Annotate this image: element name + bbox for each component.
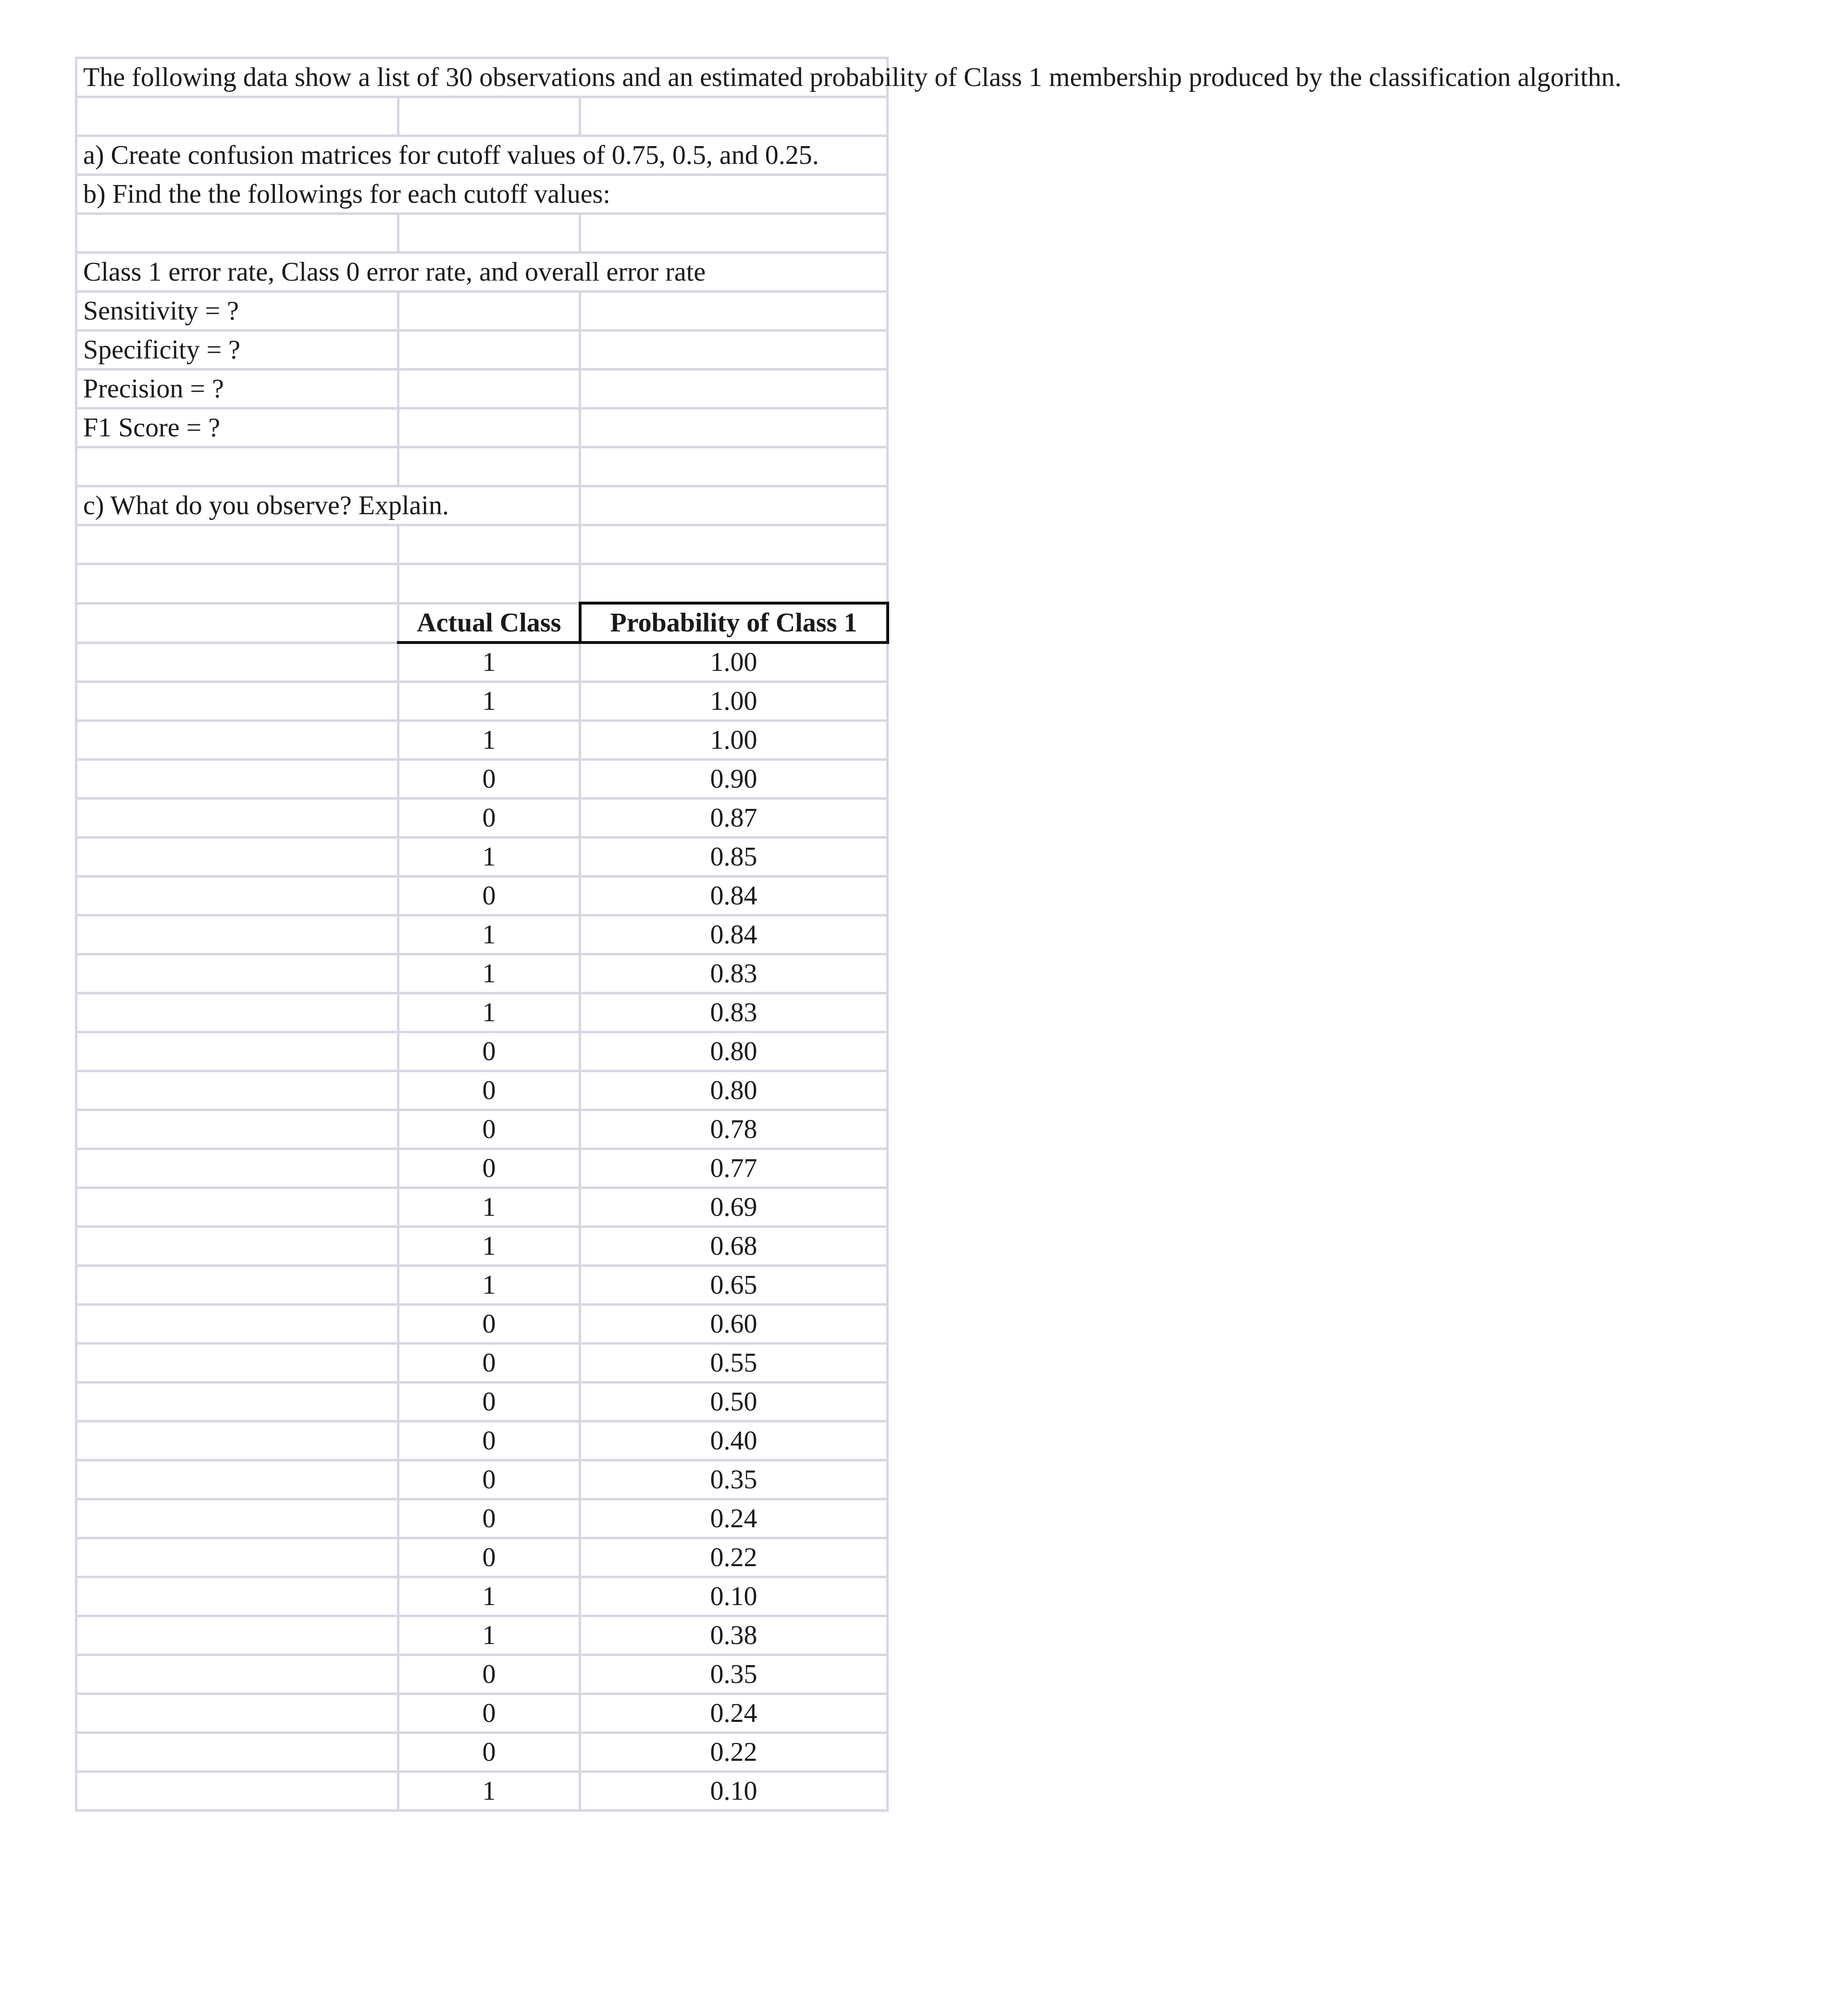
blank-cell[interactable] <box>398 97 580 136</box>
blank-cell[interactable] <box>76 1266 398 1305</box>
actual-class-cell[interactable]: 0 <box>398 1694 580 1733</box>
blank-cell[interactable] <box>76 1227 398 1266</box>
table-row <box>76 1772 888 1811</box>
probability-cell[interactable]: 0.40 <box>580 1422 888 1460</box>
part-a-cell[interactable]: a) Create confusion matrices for cutoff values of 0.75, 0.5, and 0.25. <box>76 136 888 175</box>
probability-cell[interactable]: 0.68 <box>580 1227 888 1266</box>
blank-cell[interactable] <box>76 993 398 1032</box>
actual-class-cell[interactable]: 1 <box>398 1577 580 1616</box>
blank-cell[interactable] <box>76 1694 398 1733</box>
probability-cell[interactable]: 0.80 <box>580 1071 888 1110</box>
probability-cell[interactable]: 0.85 <box>580 838 888 877</box>
actual-class-cell[interactable]: 0 <box>398 1305 580 1344</box>
blank-cell[interactable] <box>76 799 398 838</box>
blank-cell[interactable] <box>76 915 398 954</box>
blank-cell[interactable] <box>76 564 398 604</box>
probability-cell[interactable]: 0.10 <box>580 1772 888 1811</box>
sensitivity-cell[interactable]: Sensitivity = ? <box>76 292 398 331</box>
table-row <box>76 954 888 993</box>
blank-cell[interactable] <box>580 370 888 408</box>
probability-cell[interactable]: 0.60 <box>580 1305 888 1344</box>
actual-class-cell[interactable]: 0 <box>398 1110 580 1149</box>
blank-cell[interactable] <box>76 643 398 682</box>
table-row <box>76 1344 888 1383</box>
probability-cell[interactable]: 0.80 <box>580 1032 888 1071</box>
probability-cell[interactable]: 0.77 <box>580 1149 888 1188</box>
probability-cell[interactable]: 1.00 <box>580 682 888 721</box>
blank-cell[interactable] <box>76 721 398 760</box>
actual-class-cell[interactable]: 0 <box>398 1499 580 1538</box>
table-row <box>76 1149 888 1188</box>
blank-cell[interactable] <box>580 447 888 486</box>
specificity-cell[interactable]: Specificity = ? <box>76 331 398 370</box>
blank-cell[interactable] <box>76 1344 398 1383</box>
blank-cell[interactable] <box>76 1305 398 1344</box>
actual-class-cell[interactable]: 0 <box>398 1383 580 1422</box>
table-row <box>76 915 888 954</box>
table-row <box>76 1266 888 1305</box>
blank-cell[interactable] <box>398 370 580 408</box>
blank-cell[interactable] <box>76 1383 398 1422</box>
blank-cell[interactable] <box>76 1149 398 1188</box>
actual-class-cell[interactable]: 1 <box>398 915 580 954</box>
table-row <box>76 877 888 915</box>
intro-text: The following data show a list of 30 observations and an estimated probability of Class 1 membership produced by the classification algorithn. <box>83 62 1622 92</box>
blank-cell[interactable] <box>76 97 398 136</box>
probability-cell[interactable]: 0.35 <box>580 1460 888 1499</box>
blank-cell[interactable] <box>76 1655 398 1694</box>
probability-cell[interactable]: 0.65 <box>580 1266 888 1305</box>
blank-cell[interactable] <box>398 564 580 604</box>
blank-cell[interactable] <box>398 292 580 331</box>
precision-cell[interactable]: Precision = ? <box>76 370 398 408</box>
actual-class-cell[interactable]: 0 <box>398 760 580 799</box>
actual-class-cell[interactable]: 0 <box>398 1460 580 1499</box>
blank-cell[interactable] <box>76 1499 398 1538</box>
probability-cell[interactable]: 0.87 <box>580 799 888 838</box>
actual-class-cell[interactable]: 0 <box>398 1149 580 1188</box>
blank-cell[interactable] <box>580 214 888 253</box>
table-row <box>76 1110 888 1149</box>
blank-cell[interactable] <box>76 838 398 877</box>
blank-cell[interactable] <box>580 486 888 525</box>
actual-class-cell[interactable]: 1 <box>398 643 580 682</box>
intro-cell[interactable] <box>76 58 1622 97</box>
table-row <box>76 838 888 877</box>
table-row <box>76 1460 888 1499</box>
probability-cell[interactable]: 0.24 <box>580 1694 888 1733</box>
actual-class-cell[interactable]: 1 <box>398 954 580 993</box>
actual-class-cell[interactable]: 1 <box>398 1616 580 1655</box>
blank-cell[interactable] <box>580 292 888 331</box>
probability-cell[interactable]: 1.00 <box>580 721 888 760</box>
blank-cell[interactable] <box>76 525 398 564</box>
actual-class-cell[interactable]: 0 <box>398 1344 580 1383</box>
blank-cell[interactable] <box>76 214 398 253</box>
table-row <box>76 682 888 721</box>
blank-cell[interactable] <box>398 408 580 447</box>
table-row <box>76 1499 888 1538</box>
table-row <box>76 1188 888 1227</box>
blank-cell[interactable] <box>76 1733 398 1772</box>
blank-cell[interactable] <box>398 331 580 370</box>
actual-class-cell[interactable]: 0 <box>398 877 580 915</box>
blank-cell[interactable] <box>76 1616 398 1655</box>
blank-cell[interactable] <box>76 1460 398 1499</box>
actual-class-cell[interactable]: 1 <box>398 1266 580 1305</box>
blank-cell[interactable] <box>76 1110 398 1149</box>
blank-cell[interactable] <box>76 1422 398 1460</box>
blank-cell[interactable] <box>76 1032 398 1071</box>
part-b-cell[interactable]: b) Find the the followings for each cutoff values: <box>76 175 888 214</box>
probability-cell[interactable]: 0.84 <box>580 877 888 915</box>
blank-cell[interactable] <box>76 877 398 915</box>
blank-cell[interactable] <box>76 760 398 799</box>
actual-class-cell[interactable]: 0 <box>398 1071 580 1110</box>
probability-cell[interactable]: 0.83 <box>580 954 888 993</box>
table-row <box>76 760 888 799</box>
blank-cell[interactable] <box>76 1772 398 1811</box>
actual-class-cell[interactable]: 1 <box>398 1227 580 1266</box>
probability-cell[interactable]: 0.38 <box>580 1616 888 1655</box>
actual-class-cell[interactable]: 0 <box>398 1538 580 1577</box>
table-row <box>76 993 888 1032</box>
error-rates-cell[interactable]: Class 1 error rate, Class 0 error rate, and overall error rate <box>76 253 888 292</box>
table-row <box>76 1032 888 1071</box>
table-row <box>76 643 888 682</box>
table-row <box>76 1538 888 1577</box>
blank-cell[interactable] <box>398 525 580 564</box>
table-row <box>76 799 888 838</box>
blank-cell[interactable] <box>398 214 580 253</box>
blank-cell[interactable] <box>76 954 398 993</box>
probability-cell[interactable]: 0.84 <box>580 915 888 954</box>
probability-cell[interactable]: 0.50 <box>580 1383 888 1422</box>
table-row <box>76 1227 888 1266</box>
blank-cell[interactable] <box>76 603 398 643</box>
actual-class-cell[interactable]: 1 <box>398 838 580 877</box>
table-row <box>76 1305 888 1344</box>
actual-class-cell[interactable]: 0 <box>398 1733 580 1772</box>
probability-cell[interactable]: 0.78 <box>580 1110 888 1149</box>
probability-cell[interactable]: 0.83 <box>580 993 888 1032</box>
blank-cell[interactable] <box>76 1188 398 1227</box>
blank-cell[interactable] <box>76 1577 398 1616</box>
actual-class-cell[interactable]: 1 <box>398 721 580 760</box>
blank-cell[interactable] <box>76 1071 398 1110</box>
actual-class-cell[interactable]: 0 <box>398 799 580 838</box>
blank-cell[interactable] <box>580 408 888 447</box>
spreadsheet-grid <box>75 57 1622 1812</box>
header-actual-class[interactable]: Actual Class <box>398 603 580 643</box>
actual-class-cell[interactable]: 1 <box>398 682 580 721</box>
actual-class-cell[interactable]: 1 <box>398 1188 580 1227</box>
probability-cell[interactable]: 0.55 <box>580 1344 888 1383</box>
table-row <box>76 1655 888 1694</box>
probability-cell[interactable]: 0.10 <box>580 1577 888 1616</box>
table-row <box>76 721 888 760</box>
blank-cell[interactable] <box>76 1538 398 1577</box>
actual-class-cell[interactable]: 1 <box>398 993 580 1032</box>
probability-cell[interactable]: 1.00 <box>580 643 888 682</box>
probability-cell[interactable]: 0.35 <box>580 1655 888 1694</box>
probability-cell[interactable]: 0.90 <box>580 760 888 799</box>
header-probability-class-1[interactable]: Probability of Class 1 <box>580 603 888 643</box>
actual-class-cell[interactable]: 1 <box>398 1772 580 1811</box>
blank-cell[interactable] <box>76 682 398 721</box>
table-row <box>76 1577 888 1616</box>
part-c-cell[interactable]: c) What do you observe? Explain. <box>76 486 580 525</box>
actual-class-cell[interactable]: 0 <box>398 1422 580 1460</box>
table-row <box>76 1422 888 1460</box>
blank-cell[interactable] <box>76 447 398 486</box>
table-row <box>76 1383 888 1422</box>
blank-cell[interactable] <box>580 97 888 136</box>
probability-cell[interactable]: 0.22 <box>580 1733 888 1772</box>
table-row <box>76 1733 888 1772</box>
actual-class-cell[interactable]: 0 <box>398 1655 580 1694</box>
probability-cell[interactable]: 0.24 <box>580 1499 888 1538</box>
blank-cell[interactable] <box>580 331 888 370</box>
table-row <box>76 1071 888 1110</box>
probability-cell[interactable]: 0.22 <box>580 1538 888 1577</box>
blank-cell[interactable] <box>580 564 888 604</box>
blank-cell[interactable] <box>580 525 888 564</box>
table-row <box>76 1694 888 1733</box>
probability-cell[interactable]: 0.69 <box>580 1188 888 1227</box>
blank-cell[interactable] <box>398 447 580 486</box>
table-row <box>76 1616 888 1655</box>
f1-score-cell[interactable]: F1 Score = ? <box>76 408 398 447</box>
actual-class-cell[interactable]: 0 <box>398 1032 580 1071</box>
